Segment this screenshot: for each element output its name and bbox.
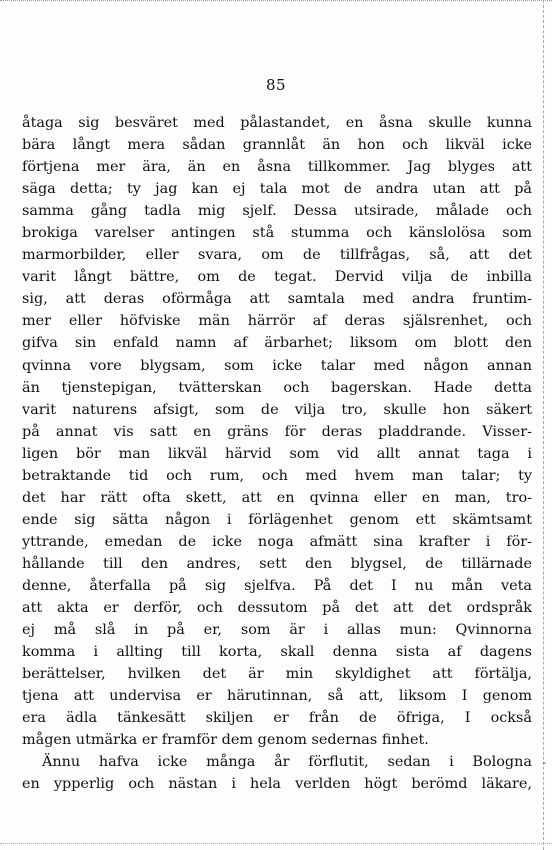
text-line: åtaga sig besväret med pålastandet, en åsna skulle kunna: [22, 115, 532, 131]
text-line: sig, att deras oförmåga att samtala med andra fruntim-: [22, 291, 532, 308]
text-line: tjena att undervisa er härutinnan, så att, liksom I genom: [22, 688, 532, 705]
text-line: era ädla tänkesätt skiljen er från de öfriga, I också: [22, 710, 532, 727]
text-line: yttrande, emedan de icke noga afmätt sina krafter i för-: [22, 533, 532, 550]
text-line: att akta er derför, och dessutom på det att det ordspråk: [22, 600, 532, 617]
text-line: bära långt mera sådan grannlåt än hon och likväl icke: [22, 137, 532, 154]
text-line: gifva sin enfald namn af ärbarhet; liksom om blott den: [22, 335, 532, 352]
text-line: mågen utmärka er framför dem genom sedernas finhet.: [22, 732, 429, 749]
text-line: betraktande tid och rum, och med hvem man talar; ty: [22, 467, 532, 484]
margin-mark: -: [542, 758, 546, 769]
text-line: ej må slå in på er, som är i allas mun: Qvinnorna: [22, 622, 532, 639]
text-line: det har rätt ofta skett, att en qvinna eller en man, tro-: [22, 489, 532, 506]
text-line: mer eller höfviske män härrör af deras själsrenhet, och: [22, 313, 532, 330]
page-edge-bottom: [0, 842, 552, 844]
text-line: qvinna vore blygsam, som icke talar med någon annan: [22, 357, 532, 374]
page-edge-top: [0, 0, 552, 9]
text-line: på annat vis satt en gräns för deras pladdrande. Visser-: [22, 423, 532, 440]
text-line: varit naturens afsigt, som de vilja tro, skulle hon säkert: [22, 401, 532, 418]
text-line: säga detta; ty jag kan ej tala mot de andra utan att på: [22, 181, 532, 198]
text-line: hållande till den andres, sett den blygsel, de tillärnade: [22, 555, 532, 572]
text-line: samma gång tadla mig sjelf. Dessa utsirade, målade och: [22, 203, 532, 220]
text-line: ligen bör man likväl härvid som vid allt annat taga i: [22, 445, 532, 462]
text-line: än tjenstepigan, tvätterskan och bagerskan. Hade detta: [22, 379, 532, 396]
text-line: en ypperlig och nästan i hela verlden högt berömd läkare,: [22, 776, 532, 793]
text-line: berättelser, hvilken det är min skyldighet att förtälja,: [22, 666, 532, 683]
text-line: varit långt bättre, om de tegat. Dervid vilja de inbilla: [22, 269, 532, 286]
text-line: marmorbilder, eller svara, om de tillfrågas, så, att det: [22, 247, 532, 264]
page-number: 85: [265, 76, 287, 94]
text-line: förtjena mer ära, än en åsna tillkommer. Jag blyges att: [22, 159, 532, 176]
body-text: [22, 112, 532, 795]
text-line: denne, återfalla på sig sjelfva. På det I nu mån veta: [22, 577, 532, 594]
text-line: ende sig sätta någon i förlägenhet genom ett skämtsamt: [22, 511, 532, 528]
page-edge-right: [542, 0, 544, 850]
text-line: Ännu hafva icke många år förflutit, sedan i Bologna: [42, 754, 532, 771]
text-line: brokiga varelser antingen stå stumma och känslolösa som: [22, 225, 532, 242]
text-line: komma i allting till korta, skall denna sista af dagens: [22, 644, 532, 661]
